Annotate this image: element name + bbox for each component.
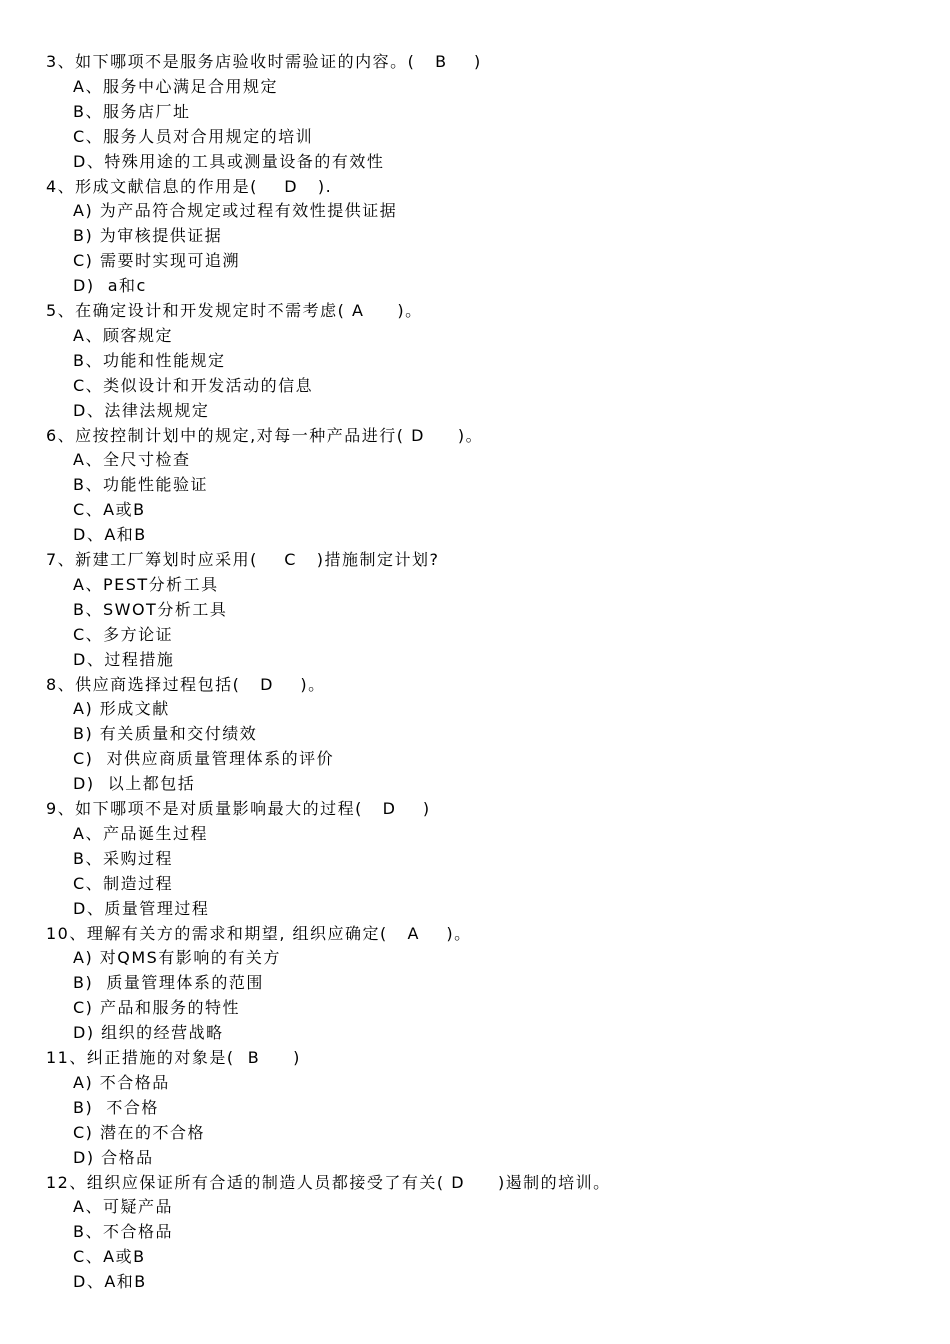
option-line: A、PEST分析工具: [73, 574, 219, 594]
question-line: 3、如下哪项不是服务店验收时需验证的内容。( B ): [46, 52, 482, 71]
option-line: C) 潜在的不合格: [73, 1122, 206, 1142]
option-line: C、多方论证: [73, 624, 174, 644]
question-line: 8、供应商选择过程包括( D )。: [46, 674, 326, 694]
option-line: D) a和c: [73, 276, 147, 296]
option-line: C) 需要时实现可追溯: [73, 251, 241, 271]
option-line: D、A和B: [73, 1272, 147, 1292]
option-line: A) 形成文献: [73, 699, 170, 719]
option-line: B、服务店厂址: [73, 101, 191, 121]
option-line: D) 合格品: [73, 1147, 154, 1167]
option-line: A、可疑产品: [73, 1197, 173, 1217]
question-line: 11、纠正措施的对象是( B ): [46, 1048, 301, 1067]
question-line: 5、在确定设计和开发规定时不需考虑( A )。: [46, 301, 423, 320]
option-line: D) 组织的经营战略: [73, 1023, 224, 1043]
question-line: 10、理解有关方的需求和期望, 组织应确定( A )。: [46, 923, 472, 943]
option-line: A、服务中心满足合用规定: [73, 76, 278, 96]
question-line: 7、新建工厂筹划时应采用( C )措施制定计划?: [46, 550, 440, 569]
question-line: 12、组织应保证所有合适的制造人员都接受了有关( D )遏制的培训。: [46, 1172, 611, 1192]
option-line: A) 对QMS有影响的有关方: [73, 948, 281, 968]
option-line: C、A或B: [73, 1247, 146, 1267]
option-line: B、功能性能验证: [73, 475, 208, 495]
option-line: B) 不合格: [73, 1097, 159, 1117]
question-line: 9、如下哪项不是对质量影响最大的过程( D ): [46, 799, 431, 818]
option-line: D、法律法规规定: [73, 400, 210, 420]
option-line: D) 以上都包括: [73, 774, 196, 794]
option-line: B) 为审核提供证据: [73, 226, 223, 246]
option-line: A) 为产品符合规定或过程有效性提供证据: [73, 201, 398, 221]
option-line: C) 产品和服务的特性: [73, 998, 241, 1018]
option-line: D、质量管理过程: [73, 898, 210, 918]
option-line: D、特殊用途的工具或测量设备的有效性: [73, 151, 385, 171]
option-line: D、A和B: [73, 525, 147, 545]
option-line: B、功能和性能规定: [73, 350, 226, 370]
option-line: C、A或B: [73, 500, 146, 520]
option-line: A、全尺寸检查: [73, 450, 191, 470]
option-line: C、制造过程: [73, 873, 174, 893]
option-line: B) 质量管理体系的范围: [73, 973, 264, 993]
option-line: C) 对供应商质量管理体系的评价: [73, 749, 335, 769]
option-line: B、采购过程: [73, 848, 173, 868]
option-line: B、SWOT分析工具: [73, 599, 228, 619]
option-line: D、过程措施: [73, 649, 175, 669]
option-line: C、类似设计和开发活动的信息: [73, 375, 314, 395]
option-line: A、顾客规定: [73, 325, 173, 345]
option-line: B) 有关质量和交付绩效: [73, 724, 258, 744]
option-line: C、服务人员对合用规定的培训: [73, 126, 314, 146]
question-line: 6、应按控制计划中的规定,对每一种产品进行( D )。: [46, 425, 484, 445]
question-line: 4、形成文献信息的作用是( D ).: [46, 176, 333, 196]
option-line: A、产品诞生过程: [73, 823, 208, 843]
option-line: B、不合格品: [73, 1222, 173, 1242]
option-line: A) 不合格品: [73, 1072, 170, 1092]
